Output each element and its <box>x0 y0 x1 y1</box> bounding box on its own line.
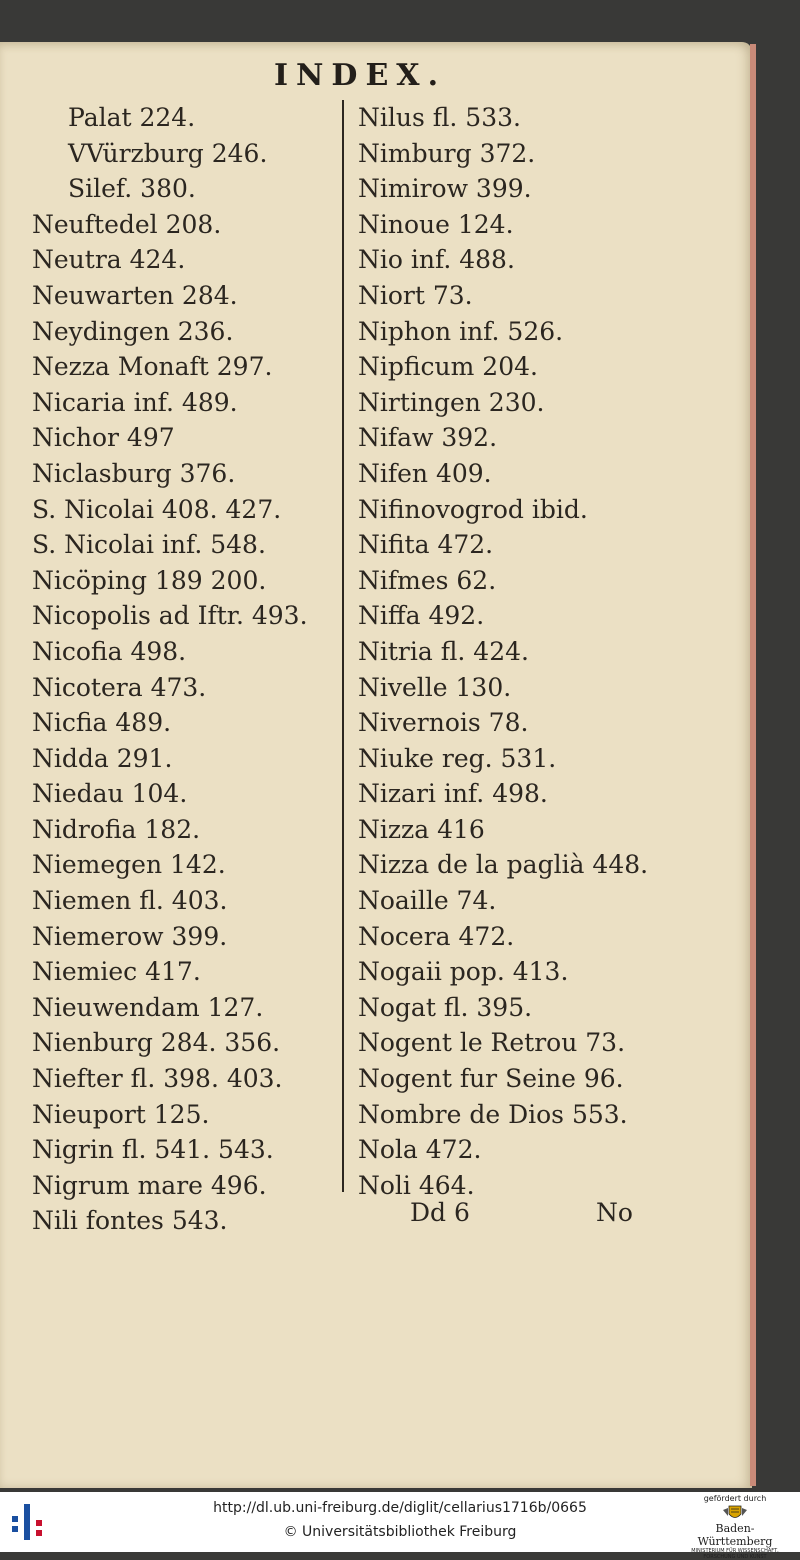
index-entry: S. Nicolai inf. 548. <box>32 530 266 560</box>
index-entry: Nizari inf. 498. <box>358 779 548 809</box>
index-entry: Nicofia 498. <box>32 636 187 666</box>
index-entry: Nizza de la paglià 448. <box>358 850 649 880</box>
sponsor-block <box>680 1494 790 1560</box>
index-entry: Nieuport 125. <box>32 1099 210 1129</box>
index-entry: S. Nicolai 408. 427. <box>32 494 282 524</box>
index-entry: Nogat fl. 395. <box>358 992 533 1022</box>
index-entry: VVürzburg 246. <box>68 138 268 168</box>
index-entry: Nifmes 62. <box>358 565 497 595</box>
index-entry: Niffa 492. <box>358 601 485 631</box>
index-entry: Nifen 409. <box>358 458 492 488</box>
catchword: No <box>596 1198 633 1227</box>
index-entry: Nivernois 78. <box>358 708 529 738</box>
index-entry: Niclasburg 376. <box>32 458 236 488</box>
index-entry: Neuftedel 208. <box>32 209 222 239</box>
index-entry: Niemen fl. 403. <box>32 886 228 916</box>
index-entry: Nieuwendam 127. <box>32 992 264 1022</box>
page-heading: INDEX. <box>273 58 447 93</box>
index-entry: Niuke reg. 531. <box>358 743 557 773</box>
index-entry: Nogent fur Seine 96. <box>358 1064 624 1094</box>
index-entry: Nivelle 130. <box>358 672 512 702</box>
index-entry: Nirtingen 230. <box>358 387 545 417</box>
index-entry: Niemiec 417. <box>32 957 201 987</box>
index-entry: Niefter fl. 398. 403. <box>32 1064 283 1094</box>
index-entry: Nicaria inf. 489. <box>32 387 238 417</box>
index-entry: Nigrum mare 496. <box>32 1170 267 1200</box>
index-entry: Nili fontes 543. <box>32 1206 228 1236</box>
index-entry: Silef. 380. <box>68 174 196 204</box>
index-entry: Neutra 424. <box>32 245 186 275</box>
index-entry: Nigrin fl. 541. 543. <box>32 1135 274 1165</box>
index-entry: Niemerow 399. <box>32 921 228 951</box>
index-entry: Nola 472. <box>358 1135 482 1165</box>
viewer-footer <box>0 1492 800 1560</box>
index-column-right <box>358 100 648 1203</box>
index-entry: Niphon inf. 526. <box>358 316 564 346</box>
index-entry: Nilus fl. 533. <box>358 103 521 132</box>
index-entry: Nogent le Retrou 73. <box>358 1028 626 1058</box>
index-entry: Ninoue 124. <box>358 209 514 239</box>
copyright-notice: © Universitätsbibliothek Freiburg <box>283 1524 517 1540</box>
index-entry: Nicotera 473. <box>32 672 207 702</box>
index-entry: Nicopolis ad Iftr. 493. <box>32 601 308 631</box>
index-entry: Nifinovogrod ibid. <box>358 494 588 524</box>
index-entry: Noaille 74. <box>358 886 497 916</box>
index-entry: Nio inf. 488. <box>358 245 515 275</box>
index-entry: Nichor 497 <box>32 423 175 453</box>
index-entry: Nizza 416 <box>358 814 485 844</box>
index-entry: Nifaw 392. <box>358 423 498 453</box>
index-entry: Nimirow 399. <box>358 174 532 204</box>
signature-mark: Dd 6 <box>410 1198 470 1227</box>
sponsor-top-text: gefördert durch <box>703 1494 767 1503</box>
index-entry: Nienburg 284. 356. <box>32 1028 281 1058</box>
index-entry: Nicöping 189 200. <box>32 565 267 595</box>
index-entry: Nifita 472. <box>358 530 494 560</box>
sponsor-subtitle: MINISTERIUM FÜR WISSENSCHAFT, FORSCHUNG UND KUNST <box>691 1548 779 1560</box>
index-entry: Nezza Monaft 297. <box>32 352 273 382</box>
index-entry: Neuwarten 284. <box>32 280 238 310</box>
index-entry: Niedau 104. <box>32 779 188 809</box>
index-entry: Nogaii pop. 413. <box>358 957 569 987</box>
index-column-left <box>32 100 308 1239</box>
index-entry: Noli 464. <box>358 1170 475 1200</box>
page-edge <box>750 44 756 1486</box>
index-entry: Nidda 291. <box>32 743 173 773</box>
column-divider <box>342 100 344 1192</box>
index-entry: Nidrofia 182. <box>32 814 201 844</box>
index-entry: Nicfia 489. <box>32 708 172 738</box>
index-entry: Nimburg 372. <box>358 138 536 168</box>
sponsor-name: Baden-Württemberg <box>697 1522 773 1548</box>
index-entry: Nombre de Dios 553. <box>358 1099 628 1129</box>
index-entry: Nitria fl. 424. <box>358 636 529 666</box>
index-entry: Nocera 472. <box>358 921 515 951</box>
document-url[interactable]: http://dl.ub.uni-freiburg.de/diglit/cellarius1716b/0665 <box>213 1500 587 1516</box>
index-entry: Palat 224. <box>68 103 196 132</box>
index-entry: Nipficum 204. <box>358 352 538 382</box>
index-entry: Neydingen 236. <box>32 316 234 346</box>
index-entry: Niort 73. <box>358 280 473 310</box>
index-entry: Niemegen 142. <box>32 850 226 880</box>
baden-wuerttemberg-crest-icon <box>720 1504 750 1522</box>
